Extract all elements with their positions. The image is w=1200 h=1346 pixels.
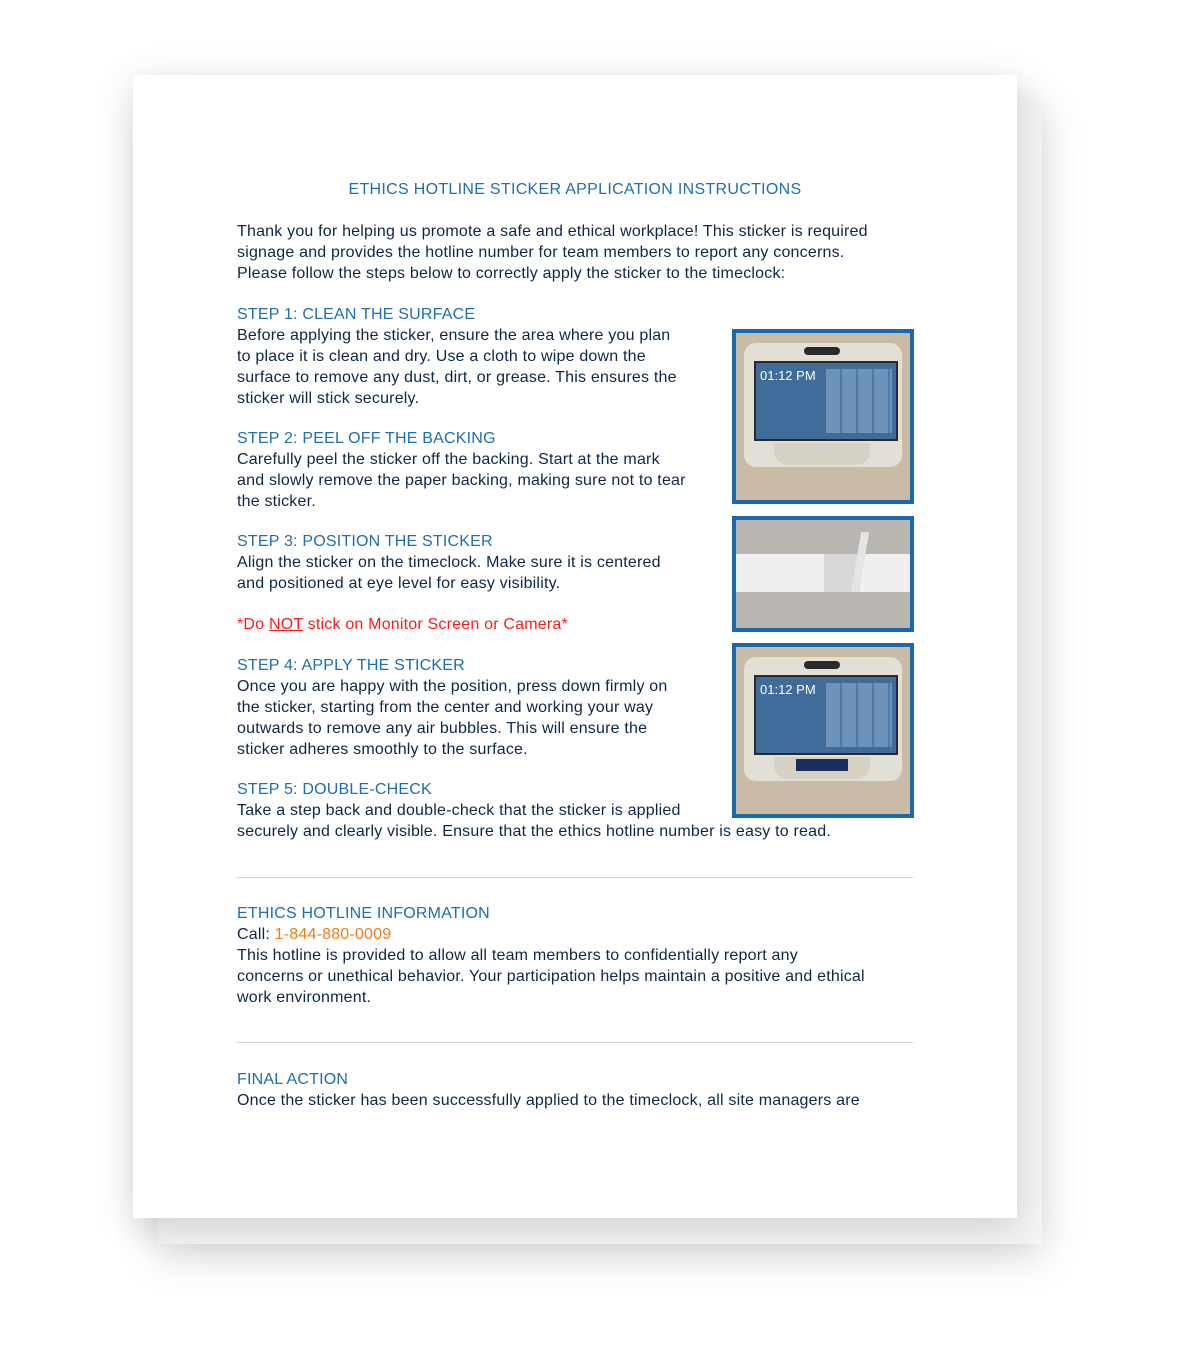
text-line: work environment. (237, 989, 372, 1006)
warning-note (237, 614, 568, 635)
document-page (133, 75, 1017, 1218)
text-line: and positioned at eye level for easy visibility. (237, 575, 561, 592)
timeclock-with-sticker-photo (732, 643, 914, 818)
divider (237, 1042, 913, 1043)
section-heading: FINAL ACTION (237, 1071, 349, 1088)
timeclock-photo (732, 329, 914, 504)
step-4 (237, 655, 667, 760)
text-line: surface to remove any dust, dirt, or grease. This ensures the (237, 369, 677, 386)
warning-text: *Do (237, 616, 269, 633)
text-line: to place it is clean and dry. Use a cloth to wipe down the (237, 348, 646, 365)
step-heading: STEP 3: POSITION THE STICKER (237, 533, 493, 550)
warning-text: stick on Monitor Screen or Camera* (303, 616, 568, 633)
text-line: Thank you for helping us promote a safe and ethical workplace! This sticker is required (237, 223, 868, 240)
text-line: Before applying the sticker, ensure the area where you plan (237, 327, 671, 344)
text-line: and slowly remove the paper backing, making sure not to tear (237, 472, 686, 489)
text-line: concerns or unethical behavior. Your participation helps maintain a positive and ethical (237, 968, 865, 985)
text-line: Align the sticker on the timeclock. Make sure it is centered (237, 554, 661, 571)
hotline-number[interactable]: 1-844-880-0009 (274, 926, 392, 943)
text-line: Once the sticker has been successfully applied to the timeclock, all site managers are (237, 1092, 860, 1109)
text-line: signage and provides the hotline number for team members to report any concerns. (237, 244, 845, 261)
text-line: outwards to remove any air bubbles. This will ensure the (237, 720, 648, 737)
text-line: Carefully peel the sticker off the backing. Start at the mark (237, 451, 660, 468)
text-line: sticker adheres smoothly to the surface. (237, 741, 528, 758)
text-line: This hotline is provided to allow all team members to confidentially report any (237, 947, 798, 964)
step-3 (237, 531, 661, 594)
step-heading: STEP 5: DOUBLE-CHECK (237, 781, 432, 798)
step-heading: STEP 1: CLEAN THE SURFACE (237, 306, 476, 323)
section-heading: ETHICS HOTLINE INFORMATION (237, 905, 490, 922)
step-heading: STEP 2: PEEL OFF THE BACKING (237, 430, 496, 447)
warning-emphasis: NOT (268, 616, 304, 633)
call-label: Call: (237, 926, 275, 943)
sticker-peel-photo (732, 516, 914, 632)
intro-paragraph (237, 221, 868, 284)
step-1 (237, 304, 677, 409)
step-heading: STEP 4: APPLY THE STICKER (237, 657, 465, 674)
text-line: the sticker. (237, 493, 316, 510)
text-line: sticker will stick securely. (237, 390, 420, 407)
text-line: the sticker, starting from the center and working your way (237, 699, 654, 716)
text-line: Once you are happy with the position, press down firmly on (237, 678, 668, 695)
clock-time: 01:12 PM (760, 682, 816, 697)
clock-time: 01:12 PM (760, 368, 816, 383)
document-title: ETHICS HOTLINE STICKER APPLICATION INSTRUCTIONS (348, 181, 802, 198)
text-line: Take a step back and double-check that the sticker is applied (237, 802, 681, 819)
final-section (237, 1069, 860, 1111)
hotline-section (237, 903, 865, 1008)
divider (237, 877, 913, 878)
text-line: Please follow the steps below to correctly apply the sticker to the timeclock: (237, 265, 786, 282)
text-line: securely and clearly visible. Ensure that the ethics hotline number is easy to read. (237, 823, 831, 840)
step-2 (237, 428, 686, 512)
